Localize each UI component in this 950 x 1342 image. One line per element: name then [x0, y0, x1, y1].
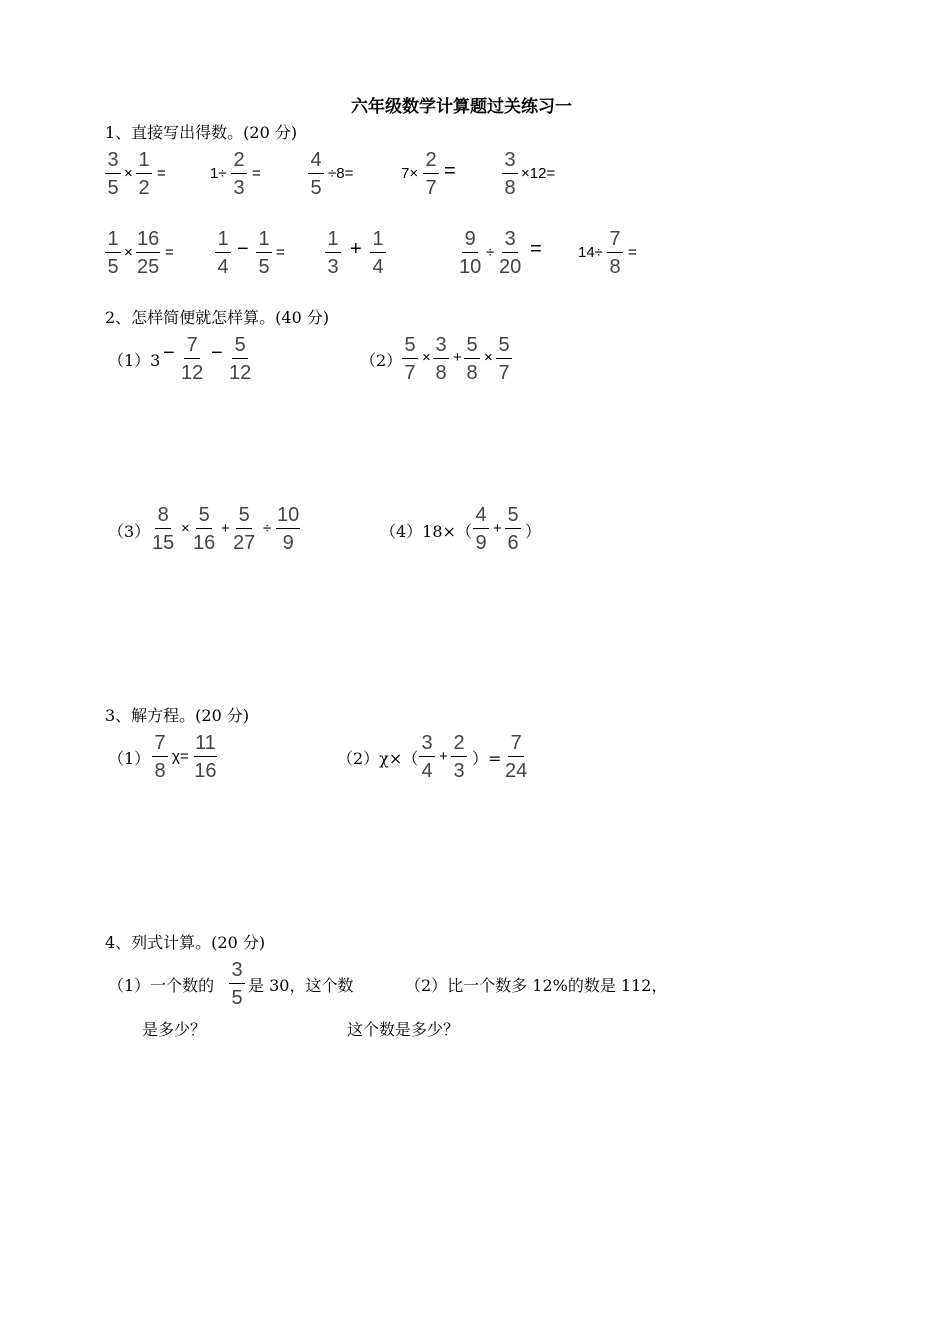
- operator: ×: [124, 244, 133, 261]
- problem-label: （3）: [108, 522, 151, 541]
- fraction: $\frac{4}{9}$: [473, 503, 489, 555]
- fraction: $\frac{5}{8}$: [464, 333, 480, 385]
- operator: +: [350, 238, 362, 260]
- fraction: $\frac{1}{3}$: [325, 227, 341, 279]
- fraction: $\frac{2}{7}$: [423, 148, 439, 200]
- operator: =: [530, 238, 542, 260]
- fraction: $\frac{7}{8}$: [152, 731, 168, 783]
- expression-prefix: 7×: [401, 165, 419, 182]
- fraction: $\frac{2}{3}$: [451, 731, 467, 783]
- word-problem-2-text: （2）比一个数多 12%的数是 112，: [405, 976, 668, 995]
- fraction: $\frac{3}{5}$: [105, 148, 121, 200]
- word-problem-1-question: 是多少？: [142, 1020, 207, 1039]
- fraction: $\frac{5}{12}$: [229, 334, 252, 384]
- problem-label: （4）18×（: [380, 522, 472, 541]
- operator: ×12=: [521, 165, 556, 182]
- operator: ×: [484, 349, 493, 366]
- word-problem-2-question: 这个数是多少？: [347, 1020, 460, 1039]
- problem-label: （2）χ×（: [337, 749, 419, 768]
- fraction: $\frac{5}{27}$: [233, 504, 256, 554]
- word-problem-1-text: 是 30，这个数: [248, 976, 354, 995]
- fraction: $\frac{3}{8}$: [433, 333, 449, 385]
- fraction: $\frac{1}{5}$: [256, 227, 272, 279]
- fraction: $\frac{5}{7}$: [402, 333, 418, 385]
- operator: =: [165, 244, 174, 261]
- operator: −: [211, 342, 223, 364]
- section-2-heading: 2、怎样简便就怎样算。(40 分): [105, 308, 330, 327]
- fraction: $\frac{8}{15}$: [152, 504, 175, 554]
- operator: ×: [124, 165, 133, 182]
- fraction: $\frac{4}{5}$: [308, 148, 324, 200]
- section-3-heading: 3、解方程。(20 分): [105, 706, 250, 725]
- expression-prefix: 1÷: [210, 165, 227, 182]
- operator: =: [252, 165, 261, 182]
- fraction: $\frac{7}{8}$: [607, 227, 623, 279]
- problem-label: （2）: [360, 351, 403, 370]
- fraction: $\frac{1}{4}$: [370, 227, 386, 279]
- section-1-heading: 1、直接写出得数。(20 分): [105, 123, 298, 142]
- fraction: $\frac{5}{7}$: [496, 333, 512, 385]
- operator: =: [444, 160, 456, 182]
- operator: −: [163, 342, 175, 364]
- problem-label: （1）: [108, 749, 151, 768]
- fraction: $\frac{7}{12}$: [181, 334, 204, 384]
- fraction: $\frac{3}{8}$: [502, 148, 518, 200]
- problem-label: （1）3: [108, 351, 161, 370]
- operator: +: [493, 520, 502, 537]
- close-paren: ）: [525, 522, 542, 541]
- expression-prefix: 14÷: [578, 244, 603, 261]
- equation-variable: χ=: [172, 748, 189, 765]
- operator: +: [453, 349, 462, 366]
- word-problem-1-text: （1）一个数的: [108, 976, 215, 995]
- fraction: $\frac{2}{3}$: [231, 148, 247, 200]
- operator: ÷: [486, 244, 495, 261]
- operator: =: [157, 165, 166, 182]
- fraction: $\frac{5}{16}$: [193, 504, 216, 554]
- operator: =: [276, 244, 285, 261]
- operator: −: [237, 238, 249, 260]
- fraction: $\frac{3}{20}$: [499, 228, 522, 278]
- fraction: $\frac{16}{25}$: [137, 228, 160, 278]
- section-4-heading: 4、列式计算。(20 分): [105, 933, 266, 952]
- fraction: $\frac{1}{2}$: [136, 148, 152, 200]
- fraction: $\frac{11}{16}$: [194, 732, 217, 782]
- page-title: 六年级数学计算题过关练习一: [351, 97, 572, 117]
- operator: =: [628, 244, 637, 261]
- operator: +: [221, 520, 230, 537]
- fraction: $\frac{5}{6}$: [505, 503, 521, 555]
- close-paren-equals: ）=: [472, 749, 502, 768]
- fraction: $\frac{9}{10}$: [459, 228, 482, 278]
- fraction: $\frac{3}{5}$: [229, 958, 245, 1010]
- fraction: $\frac{10}{9}$: [277, 504, 300, 554]
- operator: +: [439, 748, 448, 765]
- operator: ×: [181, 520, 190, 537]
- fraction: $\frac{1}{5}$: [105, 227, 121, 279]
- fraction: $\frac{1}{4}$: [215, 227, 231, 279]
- operator: ÷8=: [328, 165, 354, 182]
- fraction: $\frac{3}{4}$: [419, 731, 435, 783]
- operator: ×: [422, 349, 431, 366]
- fraction: $\frac{7}{24}$: [505, 732, 528, 782]
- operator: ÷: [263, 520, 272, 537]
